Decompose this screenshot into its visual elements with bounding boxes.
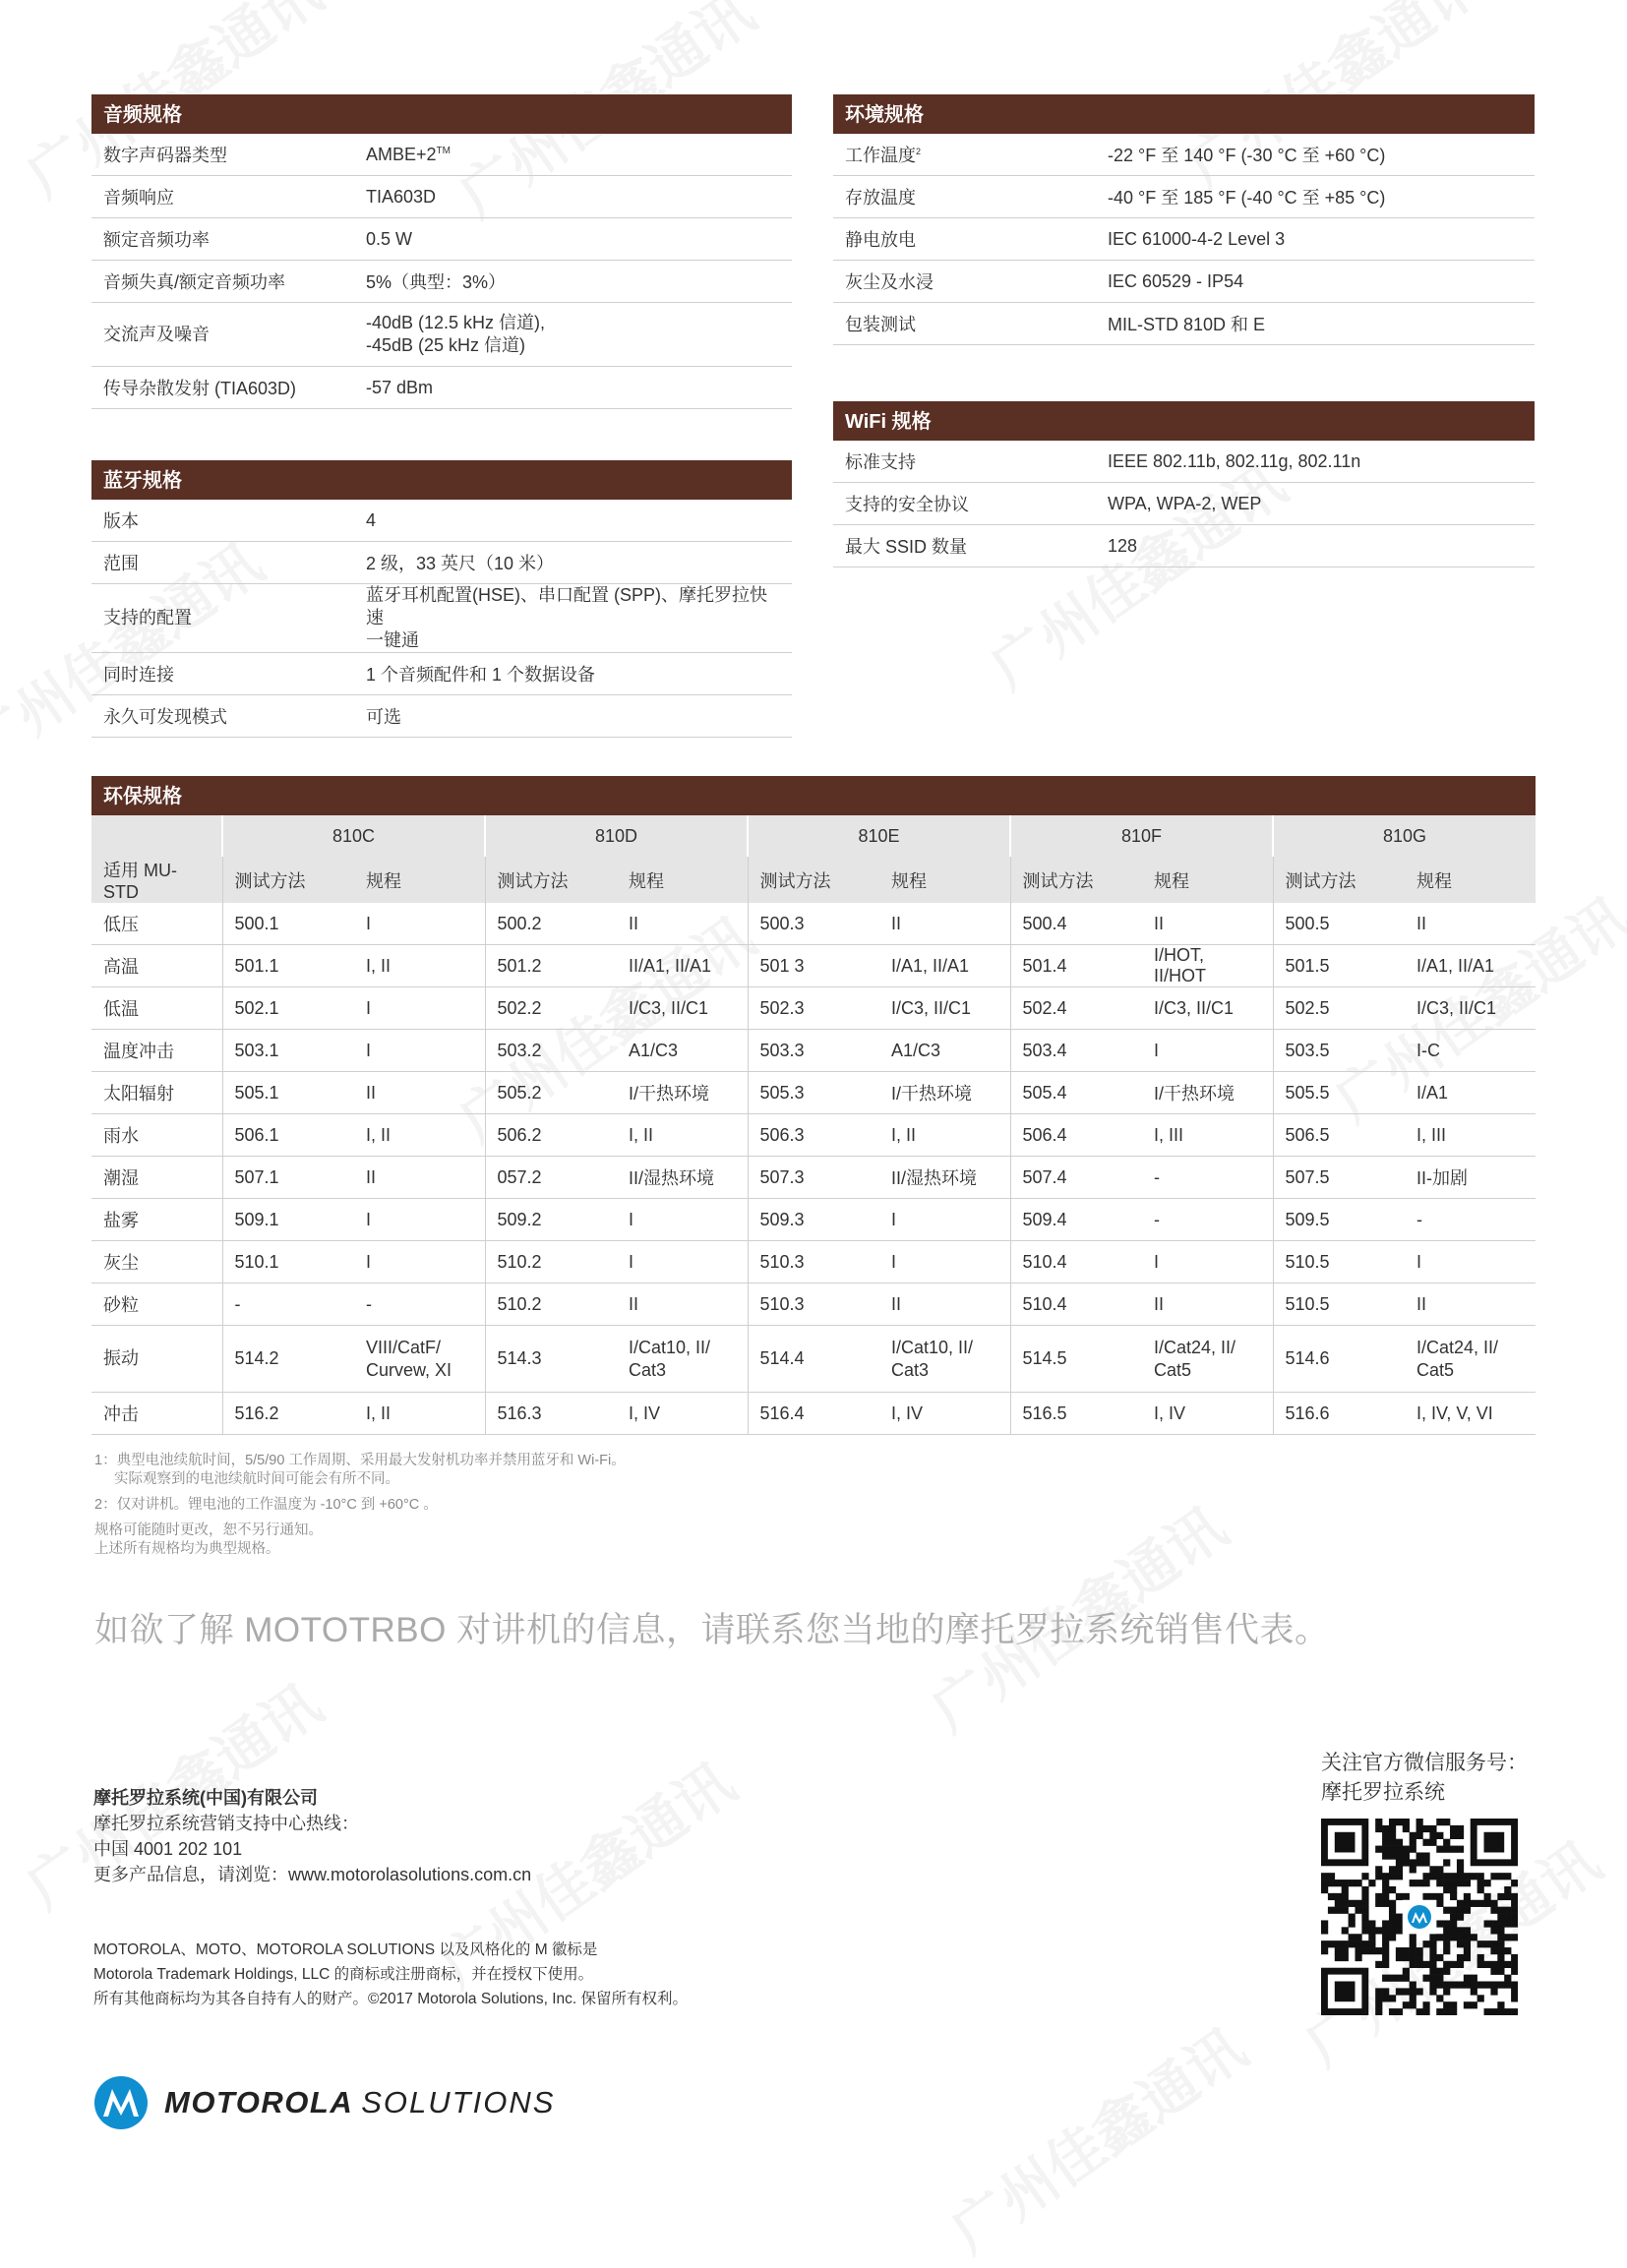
spec-row (91, 695, 792, 738)
spec-row (91, 218, 792, 261)
test-method-cell: 500.5 (1273, 903, 1405, 945)
spec-value: -40 °F 至 185 °F (-40 °C 至 +85 °C) (1096, 176, 1535, 218)
wechat-caption (1321, 1749, 1528, 1808)
audio-spec-table (91, 134, 792, 409)
test-method-cell: 516.3 (485, 1393, 617, 1435)
test-method-cell: 510.4 (1010, 1283, 1142, 1326)
contact-cta: 如欲了解 MOTOTRBO 对讲机的信息，请联系您当地的摩托罗拉系统销售代表。 (94, 1611, 1330, 1649)
procedure-cell: I/C3, II/C1 (617, 987, 748, 1030)
spec-value: -22 °F 至 140 °F (-30 °C 至 +60 °C) (1096, 134, 1535, 176)
test-method-cell: 514.6 (1273, 1326, 1405, 1393)
wechat-line: 摩托罗拉系统 (1321, 1781, 1445, 1804)
test-method-cell: 505.1 (222, 1072, 354, 1114)
procedure-cell: I, II (354, 1393, 485, 1435)
logo-suffix: SOLUTIONS (361, 2085, 556, 2119)
mil-row-label: 盐雾 (91, 1199, 222, 1241)
procedure-cell: A1/C3 (617, 1030, 748, 1072)
column-header: 测试方法 (485, 857, 617, 903)
spec-key: 数字声码器类型 (91, 134, 354, 176)
spec-key: 同时连接 (91, 653, 354, 695)
standard-group-row (91, 815, 1536, 857)
mil-row (91, 1157, 1536, 1199)
mil-row-label: 低温 (91, 987, 222, 1030)
spec-row (833, 441, 1535, 483)
test-method-cell: 507.4 (1010, 1157, 1142, 1199)
test-method-cell: 503.1 (222, 1030, 354, 1072)
standard-group-header: 810D (485, 815, 748, 857)
procedure-cell: I, III (1142, 1114, 1273, 1157)
test-method-cell: 500.1 (222, 903, 354, 945)
procedure-cell: I/Cat10, II/ Cat3 (879, 1326, 1010, 1393)
procedure-cell: II/湿热环境 (879, 1157, 1010, 1199)
spec-row (833, 525, 1535, 567)
test-method-cell: 501.5 (1273, 945, 1405, 987)
standard-group-header: 810G (1273, 815, 1536, 857)
test-method-cell: 509.1 (222, 1199, 354, 1241)
procedure-cell: I (879, 1199, 1010, 1241)
blank-header-cell (91, 815, 222, 857)
spec-row (833, 134, 1535, 176)
trademark-sup: TM (436, 145, 451, 156)
test-method-cell: 503.2 (485, 1030, 617, 1072)
spec-row (91, 176, 792, 218)
mil-row-label: 太阳辐射 (91, 1072, 222, 1114)
procedure-cell: - (1142, 1157, 1273, 1199)
mil-row-label: 高温 (91, 945, 222, 987)
mil-row (91, 1114, 1536, 1157)
column-header: 规程 (879, 857, 1010, 903)
procedure-cell: I (617, 1199, 748, 1241)
test-method-cell: 514.2 (222, 1326, 354, 1393)
footnotes (94, 1452, 980, 1559)
spec-row (91, 584, 792, 653)
test-method-cell: 506.2 (485, 1114, 617, 1157)
test-method-cell: 507.3 (748, 1157, 879, 1199)
mil-row (91, 945, 1536, 987)
procedure-cell: I (879, 1241, 1010, 1283)
wifi-spec-table (833, 441, 1535, 567)
test-method-cell: 502.1 (222, 987, 354, 1030)
mil-row (91, 1283, 1536, 1326)
test-method-cell: 516.4 (748, 1393, 879, 1435)
test-method-cell: 510.4 (1010, 1241, 1142, 1283)
spec-key: 传导杂散发射 (TIA603D) (91, 367, 354, 409)
procedure-cell: I, IV, V, VI (1405, 1393, 1536, 1435)
procedure-cell: I/Cat24, II/ Cat5 (1405, 1326, 1536, 1393)
procedure-cell: II (1405, 903, 1536, 945)
mil-row (91, 1199, 1536, 1241)
spec-value: IEC 60529 - IP54 (1096, 261, 1535, 303)
procedure-cell: - (354, 1283, 485, 1326)
test-method-cell: 500.3 (748, 903, 879, 945)
test-method-cell: 502.2 (485, 987, 617, 1030)
procedure-cell: I, IV (879, 1393, 1010, 1435)
procedure-cell: - (1405, 1199, 1536, 1241)
procedure-cell: I/干热环境 (879, 1072, 1010, 1114)
test-method-cell: 514.5 (1010, 1326, 1142, 1393)
procedure-cell: II (354, 1157, 485, 1199)
spec-key: 额定音频功率 (91, 218, 354, 261)
procedure-cell: II (879, 903, 1010, 945)
spec-row (91, 261, 792, 303)
procedure-cell: II (617, 903, 748, 945)
procedure-cell: II (617, 1283, 748, 1326)
spec-value: 5%（典型：3%） (354, 261, 792, 303)
mil-row (91, 1326, 1536, 1393)
mil-row-label: 潮湿 (91, 1157, 222, 1199)
spec-row (91, 500, 792, 542)
spec-key: 音频失真/额定音频功率 (91, 261, 354, 303)
mil-row (91, 1030, 1536, 1072)
test-method-cell: 509.4 (1010, 1199, 1142, 1241)
procedure-cell: I/干热环境 (1142, 1072, 1273, 1114)
spec-value: IEC 61000-4-2 Level 3 (1096, 218, 1535, 261)
wechat-line: 关注官方微信服务号： (1321, 1752, 1528, 1774)
qr-code[interactable] (1321, 1819, 1518, 2015)
test-method-cell: 502.3 (748, 987, 879, 1030)
test-method-cell: 506.5 (1273, 1114, 1405, 1157)
procedure-cell: I/HOT, II/HOT (1142, 945, 1273, 987)
standard-group-header: 810F (1010, 815, 1273, 857)
mil-std-table (91, 815, 1536, 1435)
procedure-cell: I, II (617, 1114, 748, 1157)
procedure-cell: I/A1 (1405, 1072, 1536, 1114)
procedure-cell: I (354, 1030, 485, 1072)
test-method-cell: 505.4 (1010, 1072, 1142, 1114)
procedure-cell: I (617, 1241, 748, 1283)
mil-std-header: 环保规格 (91, 776, 1536, 815)
procedure-cell: I/C3, II/C1 (1405, 987, 1536, 1030)
test-method-cell: 500.4 (1010, 903, 1142, 945)
environment-spec-section (833, 94, 1535, 345)
website-text: 更多产品信息，请浏览：www.motorolasolutions.com.cn (93, 1865, 532, 1884)
column-header: 测试方法 (1010, 857, 1142, 903)
spec-row (91, 542, 792, 584)
spec-row (833, 176, 1535, 218)
procedure-cell: I, II (354, 945, 485, 987)
spec-row (91, 134, 792, 176)
test-method-cell: 501.1 (222, 945, 354, 987)
procedure-cell: I/Cat10, II/ Cat3 (617, 1326, 748, 1393)
wifi-spec-header: WiFi 规格 (833, 401, 1535, 441)
test-method-cell: 510.3 (748, 1283, 879, 1326)
legal-text (93, 1938, 880, 2011)
environment-spec-header: 环境规格 (833, 94, 1535, 134)
spec-key: 永久可发现模式 (91, 695, 354, 738)
qr-code-icon (1321, 1819, 1518, 2015)
column-header: 规程 (1142, 857, 1273, 903)
spec-row (91, 367, 792, 409)
column-header: 测试方法 (222, 857, 354, 903)
footnote-ref: 2 (916, 147, 922, 156)
spec-value: IEEE 802.11b, 802.11g, 802.11n (1096, 441, 1535, 483)
test-method-cell: 502.5 (1273, 987, 1405, 1030)
test-method-cell: 509.3 (748, 1199, 879, 1241)
test-method-cell: 510.2 (485, 1283, 617, 1326)
column-header: 测试方法 (748, 857, 879, 903)
spec-value: 0.5 W (354, 218, 792, 261)
bluetooth-spec-header: 蓝牙规格 (91, 460, 792, 500)
test-method-cell: 510.3 (748, 1241, 879, 1283)
procedure-cell: I, IV (1142, 1393, 1273, 1435)
spec-key: 最大 SSID 数量 (833, 525, 1096, 567)
spec-row (91, 653, 792, 695)
test-method-cell: 507.5 (1273, 1157, 1405, 1199)
spec-row (833, 261, 1535, 303)
test-method-cell: 503.4 (1010, 1030, 1142, 1072)
spec-value: -40dB (12.5 kHz 信道), -45dB (25 kHz 信道) (354, 303, 792, 367)
procedure-cell: I (1142, 1030, 1273, 1072)
test-method-cell: 501.2 (485, 945, 617, 987)
procedure-cell: I (354, 903, 485, 945)
test-method-cell: 516.2 (222, 1393, 354, 1435)
mil-row (91, 1241, 1536, 1283)
spec-key: 灰尘及水浸 (833, 261, 1096, 303)
spec-key: 支持的配置 (91, 584, 354, 653)
spec-key: 存放温度 (833, 176, 1096, 218)
procedure-cell: II (1405, 1283, 1536, 1326)
test-method-cell: 514.4 (748, 1326, 879, 1393)
procedure-cell: I (1142, 1241, 1273, 1283)
spec-key: 版本 (91, 500, 354, 542)
mil-row (91, 987, 1536, 1030)
footnote-1: 1：典型电池续航时间，5/5/90 工作周期、采用最大发射机功率并禁用蓝牙和 Wi-Fi。 (94, 1453, 626, 1468)
test-method-cell: 510.2 (485, 1241, 617, 1283)
test-method-cell: 502.4 (1010, 987, 1142, 1030)
bluetooth-spec-table (91, 500, 792, 738)
spec-row (833, 483, 1535, 525)
test-method-cell: 510.5 (1273, 1283, 1405, 1326)
procedure-cell: I, II (879, 1114, 1010, 1157)
environment-spec-table (833, 134, 1535, 345)
procedure-cell: II (1142, 1283, 1273, 1326)
procedure-cell: I, III (1405, 1114, 1536, 1157)
spec-key: 范围 (91, 542, 354, 584)
test-method-cell: 057.2 (485, 1157, 617, 1199)
procedure-cell: II (1142, 903, 1273, 945)
mil-row-label: 温度冲击 (91, 1030, 222, 1072)
procedure-cell: I, II (354, 1114, 485, 1157)
procedure-cell: II/湿热环境 (617, 1157, 748, 1199)
mil-row-label: 冲击 (91, 1393, 222, 1435)
test-method-cell: 510.1 (222, 1241, 354, 1283)
standard-group-header: 810E (748, 815, 1010, 857)
column-header-row (91, 857, 1536, 903)
company-info (93, 1785, 782, 1887)
procedure-cell: I, IV (617, 1393, 748, 1435)
bluetooth-spec-section (91, 460, 792, 738)
procedure-cell: I-C (1405, 1030, 1536, 1072)
procedure-cell: A1/C3 (879, 1030, 1010, 1072)
spec-value: WPA, WPA-2, WEP (1096, 483, 1535, 525)
procedure-cell: I/C3, II/C1 (1142, 987, 1273, 1030)
spec-value: 4 (354, 500, 792, 542)
motorola-m-icon (93, 2075, 149, 2130)
company-name: 摩托罗拉系统(中国)有限公司 (93, 1788, 318, 1808)
test-method-cell: 516.5 (1010, 1393, 1142, 1435)
procedure-cell: II/A1, II/A1 (617, 945, 748, 987)
test-method-cell: 509.2 (485, 1199, 617, 1241)
procedure-cell: I/C3, II/C1 (879, 987, 1010, 1030)
test-method-cell: 505.2 (485, 1072, 617, 1114)
column-header: 测试方法 (1273, 857, 1405, 903)
audio-spec-section (91, 94, 792, 409)
footnote-2: 2：仅对讲机。锂电池的工作温度为 -10°C 到 +60°C 。 (94, 1497, 438, 1513)
test-method-cell: 509.5 (1273, 1199, 1405, 1241)
procedure-cell: I/干热环境 (617, 1072, 748, 1114)
test-method-cell: 506.1 (222, 1114, 354, 1157)
spec-key: 工作温度$^2$ (833, 134, 1096, 176)
motorola-solutions-logo (93, 2075, 555, 2130)
column-header: 适用 MU-STD (91, 857, 222, 903)
spec-row (833, 303, 1535, 345)
test-method-cell: 506.3 (748, 1114, 879, 1157)
spec-value: AMBE+2™ (354, 134, 792, 176)
column-header: 规程 (354, 857, 485, 903)
test-method-cell: - (222, 1283, 354, 1326)
spec-key: 静电放电 (833, 218, 1096, 261)
spec-value: 蓝牙耳机配置(HSE)、串口配置 (SPP)、摩托罗拉快速 一键通 (354, 584, 792, 653)
procedure-cell: I (354, 987, 485, 1030)
mil-std-section (91, 776, 1536, 1435)
mil-row-label: 低压 (91, 903, 222, 945)
spec-value: 128 (1096, 525, 1535, 567)
spec-value: -57 dBm (354, 367, 792, 409)
mil-row-label: 雨水 (91, 1114, 222, 1157)
legal-line: Motorola Trademark Holdings, LLC 的商标或注册商标，并在授权下使用。 (93, 1966, 594, 1983)
mil-row (91, 1072, 1536, 1114)
spec-key: 标准支持 (833, 441, 1096, 483)
test-method-cell: 507.1 (222, 1157, 354, 1199)
legal-line: MOTOROLA、MOTO、MOTOROLA SOLUTIONS 以及风格化的 M 徽标是 (93, 1941, 598, 1958)
spec-row (833, 218, 1535, 261)
test-method-cell: 510.5 (1273, 1241, 1405, 1283)
mil-row-label: 振动 (91, 1326, 222, 1393)
test-method-cell: 501.4 (1010, 945, 1142, 987)
spec-key: 包装测试 (833, 303, 1096, 345)
mil-row-label: 砂粒 (91, 1283, 222, 1326)
procedure-cell: II-加剧 (1405, 1157, 1536, 1199)
procedure-cell: I/Cat24, II/ Cat5 (1142, 1326, 1273, 1393)
test-method-cell: 501 3 (748, 945, 879, 987)
spec-value: 1 个音频配件和 1 个数据设备 (354, 653, 792, 695)
hotline-label: 摩托罗拉系统营销支持中心热线： (93, 1814, 359, 1833)
spec-key: 交流声及噪音 (91, 303, 354, 367)
procedure-cell: II (879, 1283, 1010, 1326)
spec-key: 支持的安全协议 (833, 483, 1096, 525)
mil-row-label: 灰尘 (91, 1241, 222, 1283)
test-method-cell: 503.5 (1273, 1030, 1405, 1072)
procedure-cell: I/A1, II/A1 (1405, 945, 1536, 987)
logo-brand: MOTOROLA (164, 2085, 354, 2119)
test-method-cell: 505.3 (748, 1072, 879, 1114)
test-method-cell: 516.6 (1273, 1393, 1405, 1435)
footnote-4: 上述所有规格均为典型规格。 (94, 1541, 280, 1557)
spec-value: 可选 (354, 695, 792, 738)
watermark-text (932, 2004, 1259, 2268)
standard-group-header: 810C (222, 815, 485, 857)
procedure-cell: I/A1, II/A1 (879, 945, 1010, 987)
spec-value: MIL-STD 810D 和 E (1096, 303, 1535, 345)
test-method-cell: 505.5 (1273, 1072, 1405, 1114)
procedure-cell: VIII/CatF/ Curvew, XI (354, 1326, 485, 1393)
procedure-cell: I (354, 1199, 485, 1241)
procedure-cell: II (354, 1072, 485, 1114)
hotline-number: 中国 4001 202 101 (93, 1839, 243, 1859)
footnote-3: 规格可能随时更改，恕不另行通知。 (94, 1522, 323, 1538)
test-method-cell: 506.4 (1010, 1114, 1142, 1157)
procedure-cell: I (1405, 1241, 1536, 1283)
wifi-spec-section (833, 401, 1535, 567)
test-method-cell: 503.3 (748, 1030, 879, 1072)
spec-row (91, 303, 792, 367)
spec-value: 2 级，33 英尺（10 米） (354, 542, 792, 584)
mil-row (91, 1393, 1536, 1435)
mil-row (91, 903, 1536, 945)
procedure-cell: I (354, 1241, 485, 1283)
audio-spec-header: 音频规格 (91, 94, 792, 134)
footnote-1-cont: 实际观察到的电池续航时间可能会有所不同。 (114, 1471, 399, 1487)
spec-key: 音频响应 (91, 176, 354, 218)
test-method-cell: 514.3 (485, 1326, 617, 1393)
procedure-cell: - (1142, 1199, 1273, 1241)
column-header: 规程 (1405, 857, 1536, 903)
spec-value: TIA603D (354, 176, 792, 218)
legal-line: 所有其他商标均为其各自持有人的财产。©2017 Motorola Solutions, Inc. 保留所有权利。 (93, 1991, 688, 2007)
test-method-cell: 500.2 (485, 903, 617, 945)
column-header: 规程 (617, 857, 748, 903)
